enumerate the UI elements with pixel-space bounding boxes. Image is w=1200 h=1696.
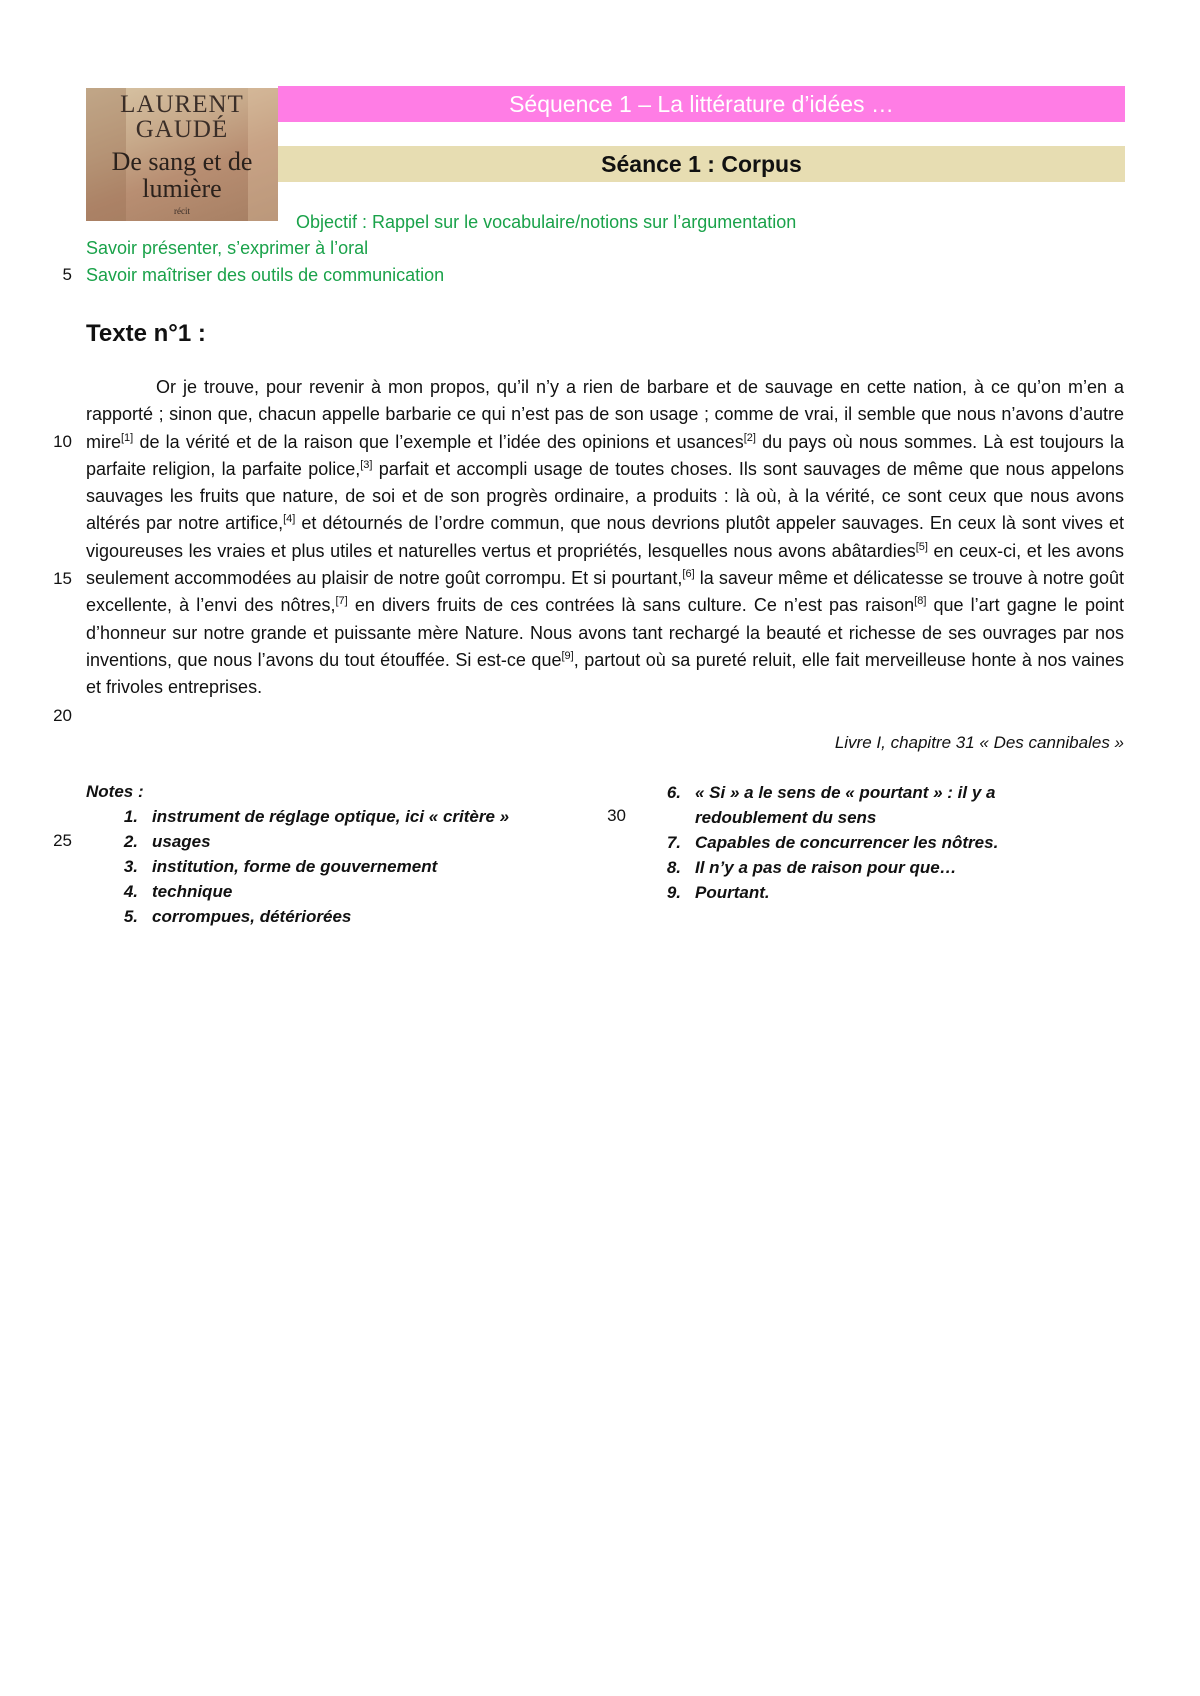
footnote-ref[interactable]: [9] xyxy=(561,649,574,662)
footnote-ref[interactable]: [6] xyxy=(682,568,695,581)
skill-line-tools: Savoir maîtriser des outils de communication xyxy=(86,265,445,285)
note-number: 9. xyxy=(666,883,681,902)
cover-author: LAURENT GAUDÉ xyxy=(120,91,244,143)
footnote-ref[interactable]: [4] xyxy=(283,513,296,526)
notes-list-left xyxy=(110,804,560,929)
text-body xyxy=(86,374,1124,702)
note-item xyxy=(110,879,560,904)
skill-line-oral: Savoir présenter, s’exprimer à l’oral xyxy=(86,238,369,258)
note-number: 7. xyxy=(666,833,681,852)
footnote-ref[interactable]: [3] xyxy=(360,458,373,471)
note-text: Il n’y a pas de raison pour que… xyxy=(695,858,957,877)
note-item xyxy=(110,904,560,929)
note-number: 3. xyxy=(123,857,138,876)
note-number: 8. xyxy=(666,858,681,877)
text-segment: Or je trouve, pour revenir à mon propos, qu’il n’y a rien de barbare et de sauvage en cette nation, à ce qu’on m’en a rapporté ; sinon que, chacun appelle barbarie ce qui n’est pas de son usage ; comme de vrai, il semble que nous n’avons d’autre mire xyxy=(86,377,1124,452)
text-source: Livre I, chapitre 31 « Des cannibales » xyxy=(834,733,1124,752)
text-segment: du pays où nous sommes. Là est toujours la parfaite religion, la parfaite police, xyxy=(86,431,1124,479)
footnote-ref[interactable]: [1] xyxy=(121,431,134,444)
cover-publisher: récit xyxy=(174,206,190,216)
footnote-ref[interactable]: [8] xyxy=(914,595,927,608)
note-item xyxy=(110,829,560,854)
line-number: 10 xyxy=(53,432,72,451)
line-number: 25 xyxy=(53,831,72,850)
note-text: Pourtant. xyxy=(695,883,770,902)
note-item xyxy=(653,780,1053,830)
text-segment: , partout où sa pureté reluit, elle fait merveilleuse honte à nos vaines et frivoles entreprises. xyxy=(86,649,1124,698)
footnote-ref[interactable]: [5] xyxy=(915,540,928,553)
notes-label: Notes : xyxy=(86,782,144,801)
note-text: « Si » a le sens de « pourtant » : il y a redoublement du sens xyxy=(695,783,996,827)
seance-banner: Séance 1 : Corpus xyxy=(278,146,1125,182)
note-item xyxy=(653,855,1053,880)
notes-list-right xyxy=(653,780,1053,905)
objective-line: Objectif : Rappel sur le vocabulaire/notions sur l’argumentation xyxy=(296,212,797,232)
note-text: technique xyxy=(152,882,233,901)
note-text: corrompues, détériorées xyxy=(152,907,352,926)
note-number: 4. xyxy=(123,882,138,901)
note-number: 2. xyxy=(123,832,138,851)
note-text: Capables de concurrencer les nôtres. xyxy=(695,833,999,852)
line-number: 5 xyxy=(62,265,72,284)
line-number: 30 xyxy=(607,806,626,825)
note-number: 5. xyxy=(123,907,138,926)
footnote-ref[interactable]: [2] xyxy=(743,431,756,444)
note-number: 1. xyxy=(123,807,138,826)
note-item xyxy=(653,830,1053,855)
note-number: 6. xyxy=(666,783,681,802)
note-text: usages xyxy=(152,832,211,851)
line-number: 15 xyxy=(53,569,72,588)
note-item xyxy=(110,804,560,829)
cover-title: De sang et de lumière xyxy=(111,147,253,203)
text-segment: en divers fruits de ces contrées là sans culture. Ce n’est pas raison xyxy=(347,595,915,616)
text-segment: la saveur même et délicatesse se trouve à notre goût excellente, à l’envi des nôtres, xyxy=(86,568,1124,616)
note-text: institution, forme de gouvernement xyxy=(152,857,438,876)
book-cover-image xyxy=(86,88,278,221)
text-segment: en ceux-ci, et les avons seulement accommodées au plaisir de notre goût corrompu. Et si pourtant, xyxy=(86,540,1124,589)
note-item xyxy=(110,854,560,879)
text-segment: et détournés de l’ordre commun, que nous devrions plutôt appeler sauvages. En ceux là sont vives et vigoureuses les vraies et plus utiles et naturelles vertus et propriétés, lesquelles nous avons abâtardies xyxy=(86,513,1124,561)
line-number: 20 xyxy=(53,706,72,725)
text-segment: parfait et accompli usage de toutes choses. Ils sont sauvages de même que nous appelons sauvages les fruits que nature, de soi et de son progrès ordinaire, a produits : là où, à la vérité, ce sont ceux que nous avons altérés par notre artifice, xyxy=(86,458,1125,534)
text-segment: de la vérité et de la raison que l’exemple et l’idée des opinions et usances xyxy=(133,431,744,452)
note-text: instrument de réglage optique, ici « critère » xyxy=(152,807,510,826)
text-segment: que l’art gagne le point d’honneur sur notre grande et puissante mère Nature. Nous avons tant rechargé la beauté et richesse de ses ouvrages par nos inventions, que nous l’avons du tout étouffée. Si est-ce que xyxy=(86,595,1124,670)
sequence-banner: Séquence 1 – La littérature d’idées … xyxy=(278,86,1125,122)
text-heading: Texte n°1 : xyxy=(86,320,206,347)
note-item xyxy=(653,880,1053,905)
footnote-ref[interactable]: [7] xyxy=(335,595,348,608)
